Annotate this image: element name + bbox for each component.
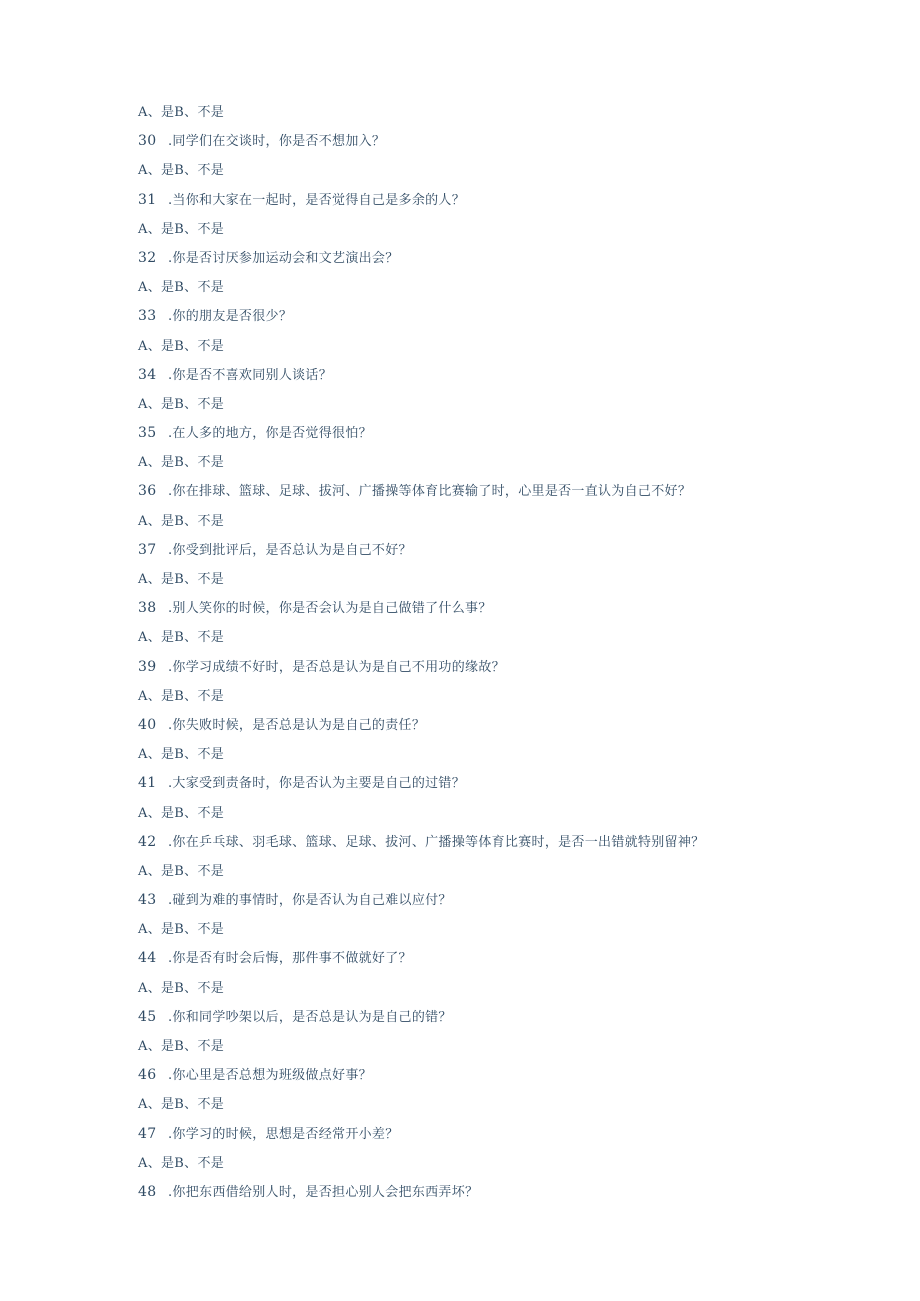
question-item [138, 419, 898, 448]
answer-options: A、是B、不是 [138, 980, 225, 996]
question-item [138, 361, 898, 390]
question-text: .在人多的地方，你是否觉得很怕？ [168, 426, 372, 442]
answer-options: A、是B、不是 [138, 1155, 225, 1171]
question-item [138, 944, 898, 973]
question-item [138, 886, 898, 915]
question-text: .你是否讨厌参加运动会和文艺演出会？ [168, 250, 399, 266]
answer-options: A、是B、不是 [138, 572, 225, 587]
question-text: .当你和大家在一起时，是否觉得自己是多余的人？ [168, 192, 466, 208]
answer-options: A、是B、不是 [138, 163, 225, 179]
answer-options: A、是B、不是 [138, 688, 225, 704]
answer-options: A、是B、不是 [138, 805, 225, 821]
question-number: 42 [138, 833, 157, 850]
question-item [138, 477, 898, 506]
question-text: .你是否有时会后悔，那件事不做就好了？ [168, 951, 412, 967]
question-item [138, 1061, 898, 1090]
answer-options: A、是B、不是 [138, 1039, 225, 1054]
question-number: 41 [138, 775, 157, 792]
question-text: .你在乒乓球、羽毛球、篮球、足球、拔河、广播操等体育比赛时，是否一出错就特别留神？ [168, 834, 705, 850]
questionnaire [138, 98, 898, 1207]
question-text: .别人笑你的时候，你是否会认为是自己做错了什么事？ [168, 601, 492, 617]
question-item [138, 1120, 898, 1149]
question-number: 43 [138, 892, 157, 909]
question-text: .你在排球、篮球、足球、拔河、广播操等体育比赛输了时，心里是否一直认为自己不好？ [168, 484, 692, 500]
answer-options: A、是B、不是 [138, 747, 225, 763]
answer-options: A、是B、不是 [138, 338, 225, 354]
question-text: .碰到为难的事情时，你是否认为自己难以应付？ [168, 893, 452, 909]
question-item [138, 244, 898, 273]
question-number: 35 [138, 425, 157, 442]
question-item [138, 1003, 898, 1032]
question-item [138, 828, 898, 857]
question-text: .你和同学吵架以后，是否总是认为是自己的错？ [168, 1009, 452, 1025]
question-number: 31 [138, 191, 157, 208]
answer-options: A、是B、不是 [138, 221, 225, 237]
question-text: .你的朋友是否很少？ [168, 309, 293, 325]
question-text: .你是否不喜欢同别人谈话？ [168, 367, 333, 383]
question-number: 47 [138, 1125, 157, 1142]
question-text: .你学习成绩不好时，是否总是认为是自己不用功的缘故？ [168, 659, 505, 675]
question-number: 45 [138, 1008, 157, 1025]
question-item [138, 1178, 898, 1207]
question-text: .大家受到责备时，你是否认为主要是自己的过错？ [168, 776, 466, 792]
question-item [138, 127, 898, 156]
question-item [138, 653, 898, 682]
answer-options: A、是B、不是 [138, 513, 225, 529]
question-number: 39 [138, 658, 157, 675]
question-number: 33 [138, 308, 157, 325]
question-number: 34 [138, 366, 157, 383]
answer-options: A、是B、不是 [138, 922, 225, 938]
question-text: .你受到批评后，是否总认为是自己不好？ [168, 542, 412, 558]
answer-options: A、是B、不是 [138, 1097, 225, 1113]
question-number: 30 [138, 133, 157, 150]
question-number: 36 [138, 483, 157, 500]
question-item [138, 711, 898, 740]
question-item [138, 769, 898, 798]
answer-options: A、是B、不是 [138, 280, 225, 296]
question-text: .你失败时候，是否总是认为是自己的责任？ [168, 717, 426, 733]
question-number: 40 [138, 716, 157, 733]
answer-options: A、是B、不是 [138, 455, 225, 471]
answer-options: A、是B、不是 [138, 630, 225, 646]
question-item [138, 594, 898, 623]
question-item [138, 186, 898, 215]
question-number: 48 [138, 1183, 157, 1200]
question-number: 32 [138, 249, 157, 266]
question-item [138, 536, 898, 565]
answer-options: A、是B、不是 [138, 396, 225, 412]
question-number: 44 [138, 950, 157, 967]
answer-options: A、是B、不是 [138, 105, 225, 120]
question-text: .同学们在交谈时，你是否不想加入？ [168, 134, 386, 150]
question-text: .你心里是否总想为班级做点好事？ [168, 1068, 372, 1084]
question-text: .你学习的时候，思想是否经常开小差？ [168, 1126, 399, 1142]
answer-options: A、是B、不是 [138, 863, 225, 879]
question-number: 38 [138, 600, 157, 617]
question-number: 37 [138, 541, 157, 558]
question-number: 46 [138, 1067, 157, 1084]
question-item [138, 302, 898, 331]
question-text: .你把东西借给别人时，是否担心别人会把东西弄坏？ [168, 1184, 479, 1200]
